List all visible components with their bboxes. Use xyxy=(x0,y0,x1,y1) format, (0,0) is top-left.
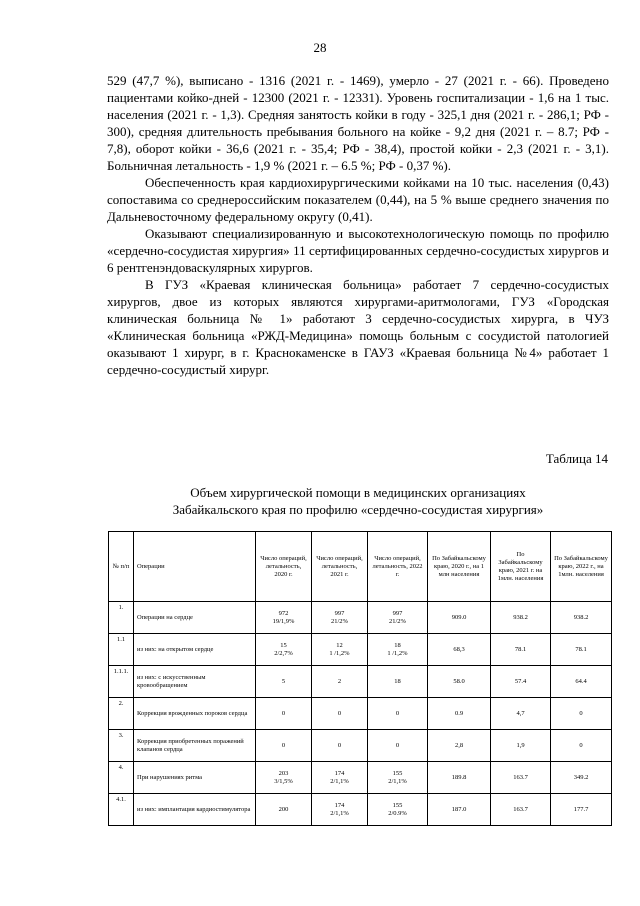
paragraph: 529 (47,7 %), выписано - 1316 (2021 г. - 1469), умерло - 27 (2021 г. - 66). Проведено пациентами койко-дней - 12300 (2021 г. - 12331). Уровень госпитализации - 1,6 на 1 тыс. населения (2021 г. - 1,3). Средняя занятость койки в году - 325,1 дня (2021 г. - 286,1; РФ - 300), средняя длительность пребывания больного на койке - 9,2 дня (2021 г. – 8.7; РФ - 7,8), оборот койки - 36,6 (2021 г. - 35,4; РФ - 38,4), простой койки - 2,3 (2021 г. - 3,1). Больничная летальность - 1,9 % (2021 г. – 6.5 %; РФ - 0,37 %). xyxy=(107,73,609,173)
table-row xyxy=(109,634,612,666)
table-header-row xyxy=(109,532,612,602)
header-per-million-2020: По Забайкальскому краю, 2020 г., на 1 млн населения xyxy=(428,532,491,602)
count-2020-cell: 0 xyxy=(256,698,312,730)
count-2021-cell: 0 xyxy=(312,730,368,762)
surgery-volume-table xyxy=(108,531,612,826)
per-million-2020-cell: 58.0 xyxy=(428,666,491,698)
count-2020-cell: 203 3/1,5% xyxy=(256,762,312,794)
operation-name-cell: из них: на открытом сердце xyxy=(134,634,256,666)
count-2022-cell: 0 xyxy=(368,730,428,762)
table-body xyxy=(109,602,612,826)
table-row xyxy=(109,666,612,698)
header-2021: Число операций, летальность, 2021 г. xyxy=(312,532,368,602)
per-million-2020-cell: 0.9 xyxy=(428,698,491,730)
table-row xyxy=(109,698,612,730)
per-million-2021-cell: 938.2 xyxy=(491,602,551,634)
table-row xyxy=(109,794,612,826)
per-million-2021-cell: 78.1 xyxy=(491,634,551,666)
per-million-2022-cell: 78.1 xyxy=(551,634,612,666)
operation-name-cell: При нарушениях ритма xyxy=(134,762,256,794)
operation-name-cell: Операции на сердце xyxy=(134,602,256,634)
operation-name-cell: из них: с искусственным кровообращением xyxy=(134,666,256,698)
header-2020: Число операций, летальность, 2020 г. xyxy=(256,532,312,602)
page-number: 28 xyxy=(313,40,327,55)
header-number: № п/п xyxy=(109,532,134,602)
count-2021-cell: 174 2/1,1% xyxy=(312,762,368,794)
operation-name-cell: из них: имплантация кардиостимулятора xyxy=(134,794,256,826)
per-million-2020-cell: 909.0 xyxy=(428,602,491,634)
per-million-2021-cell: 163.7 xyxy=(491,794,551,826)
row-number-cell: 4.1. xyxy=(109,794,134,826)
header-2022: Число операций, летальность, 2022 г. xyxy=(368,532,428,602)
header-per-million-2021: По Забайкальскому краю, 2021 г. на 1млн. населения xyxy=(491,532,551,602)
row-number-cell: 3. xyxy=(109,730,134,762)
per-million-2020-cell: 189.8 xyxy=(428,762,491,794)
header-per-million-2022: По Забайкальскому краю, 2022 г., на 1млн. населения xyxy=(551,532,612,602)
count-2021-cell: 12 1 /1,2% xyxy=(312,634,368,666)
per-million-2022-cell: 0 xyxy=(551,698,612,730)
row-number-cell: 1. xyxy=(109,602,134,634)
operation-name-cell: Коррекция приобретенных поражений клапанов сердца xyxy=(134,730,256,762)
count-2022-cell: 0 xyxy=(368,698,428,730)
count-2020-cell: 200 xyxy=(256,794,312,826)
count-2022-cell: 18 1 /1,2% xyxy=(368,634,428,666)
per-million-2022-cell: 0 xyxy=(551,730,612,762)
count-2022-cell: 155 2/1,1% xyxy=(368,762,428,794)
header-operations: Операции xyxy=(134,532,256,602)
count-2020-cell: 5 xyxy=(256,666,312,698)
row-number-cell: 4. xyxy=(109,762,134,794)
table-title-line: Забайкальского края по профилю «сердечно-сосудистая хирургия» xyxy=(172,502,544,517)
count-2020-cell: 972 19/1,9% xyxy=(256,602,312,634)
per-million-2022-cell: 177.7 xyxy=(551,794,612,826)
paragraph: В ГУЗ «Краевая клиническая больница» работает 7 сердечно-сосудистых хирургов, двое из которых являются хирургами-аритмологами, ГУЗ «Городская клиническая больница № 1» работают 3 сердечно-сосудистых хирурга, в ЧУЗ «Клиническая больница «РЖД-Медицина» помощь больным с сосудистой патологией оказывают 1 хирург, в г. Краснокаменске в ГАУЗ «Краевая больница №4» работает 1 сердечно-сосудистый хирург. xyxy=(107,277,609,377)
count-2022-cell: 997 21/2% xyxy=(368,602,428,634)
count-2021-cell: 174 2/1,1% xyxy=(312,794,368,826)
table-row xyxy=(109,602,612,634)
operation-name-cell: Коррекция врожденных пороков сердца xyxy=(134,698,256,730)
count-2022-cell: 155 2/0.9% xyxy=(368,794,428,826)
table-label: Таблица 14 xyxy=(545,451,608,466)
paragraph: Обеспеченность края кардиохирургическими койками на 10 тыс. населения (0,43) сопоставима со среднероссийским показателем (0,44), на 5 % выше среднего значения по Дальневосточному федеральному округу (0,41). xyxy=(107,175,609,224)
per-million-2021-cell: 163.7 xyxy=(491,762,551,794)
per-million-2022-cell: 938.2 xyxy=(551,602,612,634)
per-million-2021-cell: 4,7 xyxy=(491,698,551,730)
count-2020-cell: 15 2/2,7% xyxy=(256,634,312,666)
body-text xyxy=(107,72,609,378)
count-2020-cell: 0 xyxy=(256,730,312,762)
paragraph: Оказывают специализированную и высокотехнологическую помощь по профилю «сердечно-сосудистая хирургия» 11 сертифицированных сердечно-сосудистых хирургов и 6 рентгенэндоваскулярных хирургов. xyxy=(107,226,609,275)
count-2021-cell: 2 xyxy=(312,666,368,698)
row-number-cell: 2. xyxy=(109,698,134,730)
table-row xyxy=(109,762,612,794)
count-2021-cell: 997 21/2% xyxy=(312,602,368,634)
per-million-2020-cell: 2,8 xyxy=(428,730,491,762)
table-title xyxy=(107,484,609,518)
table-row xyxy=(109,730,612,762)
per-million-2022-cell: 349.2 xyxy=(551,762,612,794)
count-2021-cell: 0 xyxy=(312,698,368,730)
row-number-cell: 1.1 xyxy=(109,634,134,666)
row-number-cell: 1.1.1. xyxy=(109,666,134,698)
table-title-line: Объем хирургической помощи в медицинских организациях xyxy=(190,485,526,500)
per-million-2021-cell: 1,9 xyxy=(491,730,551,762)
per-million-2020-cell: 68,3 xyxy=(428,634,491,666)
per-million-2020-cell: 187.0 xyxy=(428,794,491,826)
per-million-2021-cell: 57.4 xyxy=(491,666,551,698)
per-million-2022-cell: 64.4 xyxy=(551,666,612,698)
count-2022-cell: 18 xyxy=(368,666,428,698)
